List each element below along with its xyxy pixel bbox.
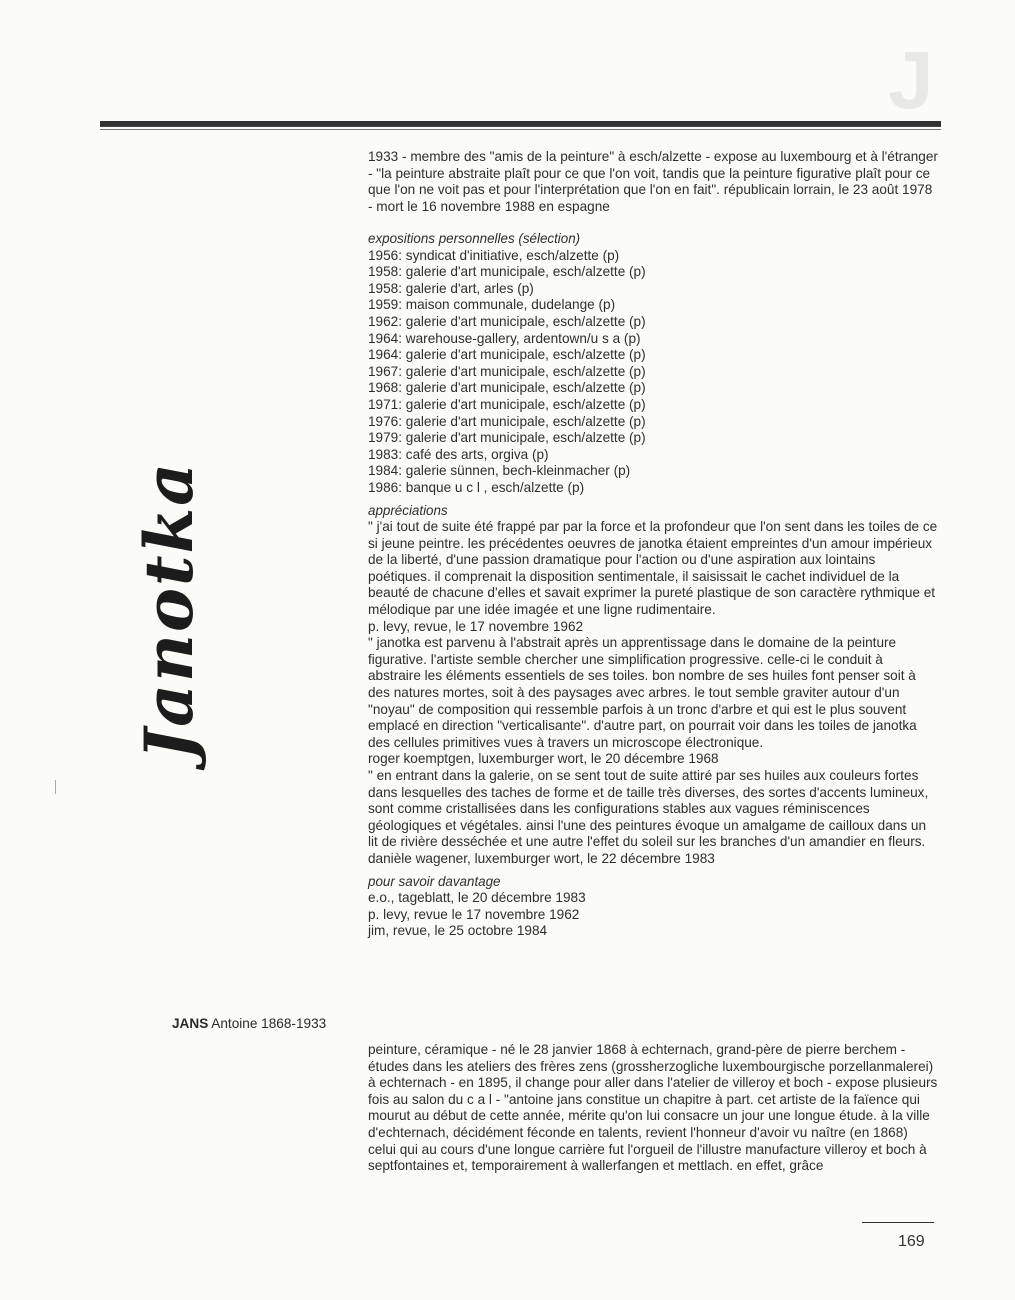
appreciation-quote: " janotka est parvenu à l'abstrait après un apprentissage dans le domaine de la peinture figurative. l'artiste semble chercher une simplification progressive. celle-ci le conduit à abstraire les éléments essentiels de ses toiles. bon nombre de ses huiles font penser soit à des natures mortes, soit à des paysages avec arbres. le tout semble graviter autour d'un "noyau" de composition qui ressemble parfois à un tronc d'arbre et qui est le plus souvent emplacé en direction "verticalisante". d'autre part, on pourrait voir dans les toiles de janotka des cellules primitives vues à travers un microscope électronique.	[368, 635, 917, 750]
exhibition-item: 1958: galerie d'art, arles (p)	[368, 280, 534, 296]
appreciation-quote: " en entrant dans la galerie, on se sent tout de suite attiré par ses huiles aux couleurs fortes dans lesquelles des taches de forme et de taille très diverses, des sortes d'accents lumineux, sont comme cristallisées dans les configurations stables aux vagues réminiscences géologiques et végétales. ainsi l'une des peintures évoque un amalgame de cailloux dans un lit de rivière desséchée et une autre l'effet du soleil sur les branches d'un amandier en fleurs.	[368, 768, 929, 850]
exhibition-item: 1967: galerie d'art municipale, esch/alzette (p)	[368, 363, 646, 379]
jans-given-dates: Antoine 1868-1933	[211, 1016, 327, 1031]
exhibition-item: 1958: galerie d'art municipale, esch/alzette (p)	[368, 264, 646, 280]
top-rule-thin	[100, 129, 941, 130]
reference-item: p. levy, revue le 17 novembre 1962	[368, 906, 580, 922]
appreciation-quote: " j'ai tout de suite été frappé par par la force et la profondeur que l'on sent dans les toiles de ce si jeune peintre. les précédentes oeuvres de janotka étaient empreintes d'un amour impérieux de la liberté, d'une passion dramatique pour l'action ou d'une aspiration aux lointains poétiques. il comprenait la disposition sentimentale, il saisissait le cachet individuel de la beauté de chacune d'elles et savait exprimer la pureté plastique de son caractère rythmique et mélodique par une idée imagée et une ligne rudimentaire.	[368, 519, 938, 618]
exhibition-item: 1979: galerie d'art municipale, esch/alzette (p)	[368, 430, 646, 446]
exhibition-item: 1956: syndicat d'initiative, esch/alzette (p)	[368, 247, 620, 263]
intro-text: 1933 - membre des "amis de la peinture" à esch/alzette - expose au luxembourg et à l'étranger - "la peinture abstraite plaît pour ce que l'on voit, tandis que la peinture figurative plaît pour ce que l'on ne voit pas et pour l'interprétation que l'on en fait". républicain lorrain, le 23 août 1978 - mort le 16 novembre 1988 en espagne	[368, 149, 938, 214]
page-number: 169	[898, 1233, 925, 1250]
appreciations-heading: appréciations	[368, 502, 448, 518]
footer-rule	[862, 1222, 934, 1223]
reference-item: jim, revue, le 25 octobre 1984	[368, 923, 548, 939]
janotka-intro	[368, 149, 938, 215]
exhibition-item: 1984: galerie sünnen, bech-kleinmacher (p)	[368, 463, 631, 479]
exhibition-item: 1976: galerie d'art municipale, esch/alzette (p)	[368, 413, 646, 429]
top-rule	[100, 121, 941, 127]
exhibition-item: 1971: galerie d'art municipale, esch/alzette (p)	[368, 396, 646, 412]
jans-bio	[368, 1042, 938, 1175]
exhibition-item: 1964: warehouse-gallery, ardentown/u s a (p)	[368, 330, 641, 346]
janotka-sections	[368, 225, 938, 940]
appreciation-source: p. levy, revue, le 17 novembre 1962	[368, 618, 584, 634]
section-letter: J	[888, 35, 934, 126]
exhibitions-heading: expositions personnelles (sélection)	[368, 231, 581, 246]
exhibition-item: 1964: galerie d'art municipale, esch/alzette (p)	[368, 347, 646, 363]
exhibition-item: 1962: galerie d'art municipale, esch/alzette (p)	[368, 313, 646, 329]
janotka-signature: Janotka	[130, 461, 208, 760]
exhibition-item: 1986: banque u c l , esch/alzette (p)	[368, 479, 585, 495]
appreciation-source: roger koemptgen, luxemburger wort, le 20 décembre 1968	[368, 751, 719, 767]
jans-entry-name	[172, 1016, 326, 1031]
appreciation-source: danièle wagener, luxemburger wort, le 22 décembre 1983	[368, 850, 715, 866]
exhibition-item: 1959: maison communale, dudelange (p)	[368, 297, 616, 313]
jans-surname: JANS	[172, 1016, 209, 1031]
exhibition-item: 1983: café des arts, orgiva (p)	[368, 446, 549, 462]
exhibition-item: 1968: galerie d'art municipale, esch/alzette (p)	[368, 380, 646, 396]
margin-mark	[55, 780, 56, 794]
jans-bio-text: peinture, céramique - né le 28 janvier 1868 à echternach, grand-père de pierre berchem - études dans les ateliers des frères zens (grossherzogliche luxembourgische porzellanmalerei) à echternach - en 1895, il change pour aller dans l'atelier de villeroy et boch - expose plusieurs fois au salon du c a l - "antoine jans constitue un chapitre à part. cet artiste de la faïence qui mourut au début de cette année, mérite qu'on lui consacre un jour une longue étude. à la ville d'echternach, décidément féconde en talents, revient l'honneur d'avoir vu naître (en 1868) celui qui au cours d'une longue carrière fut l'orgueil de l'illustre manufacture villeroy et boch à septfontaines et, temporairement à wallerfangen et mettlach. en effet, grâce	[368, 1042, 938, 1174]
more-heading: pour savoir davantage	[368, 873, 501, 889]
reference-item: e.o., tageblatt, le 20 décembre 1983	[368, 890, 586, 906]
